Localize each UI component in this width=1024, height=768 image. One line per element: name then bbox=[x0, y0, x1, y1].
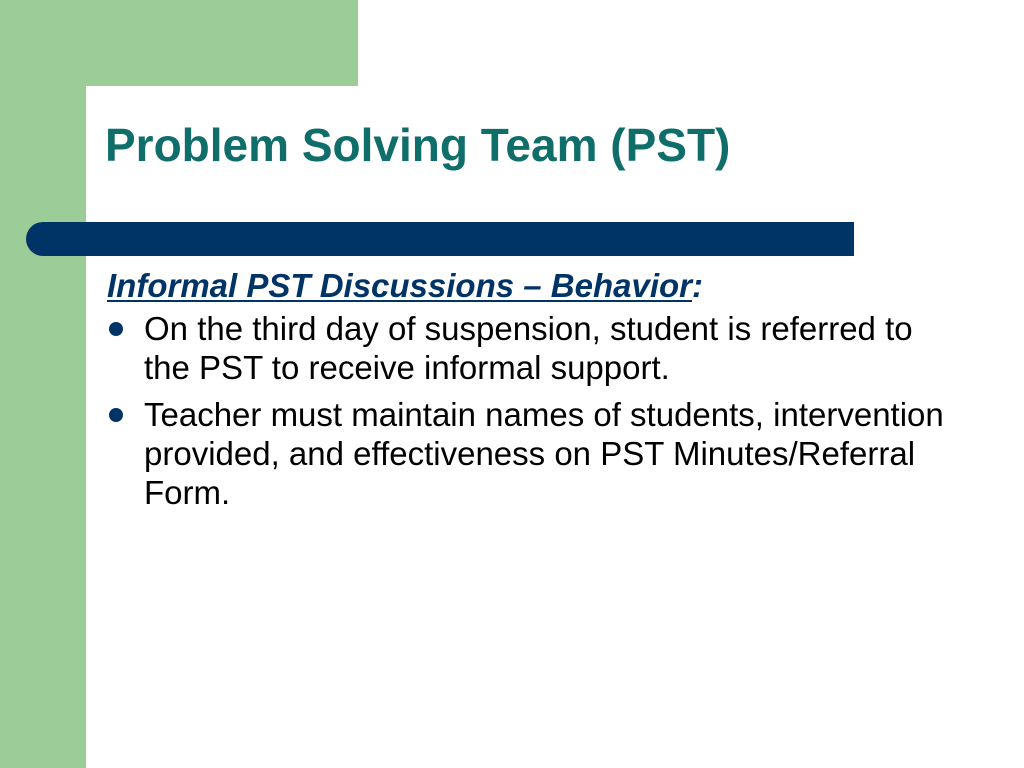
bullet-dot-icon bbox=[109, 322, 123, 336]
slide-title: Problem Solving Team (PST) bbox=[105, 119, 731, 171]
title-divider-bar bbox=[26, 222, 854, 256]
list-item bbox=[107, 395, 967, 512]
bullet-text: Teacher must maintain names of students, intervention provided, and effectiveness on PST Minutes/Referral Form. bbox=[144, 396, 944, 511]
green-corner-decoration bbox=[0, 0, 358, 86]
subheading-text: Informal PST Discussions – Behavior bbox=[107, 267, 693, 304]
subheading-colon: : bbox=[692, 267, 704, 304]
bullet-dot-icon bbox=[109, 408, 123, 422]
list-item bbox=[107, 309, 967, 387]
bullet-list bbox=[107, 309, 967, 512]
slide-body bbox=[107, 266, 967, 520]
green-sidebar-decoration bbox=[0, 0, 86, 768]
bullet-text: On the third day of suspension, student is referred to the PST to receive informal support. bbox=[144, 310, 913, 386]
subheading bbox=[107, 266, 967, 305]
